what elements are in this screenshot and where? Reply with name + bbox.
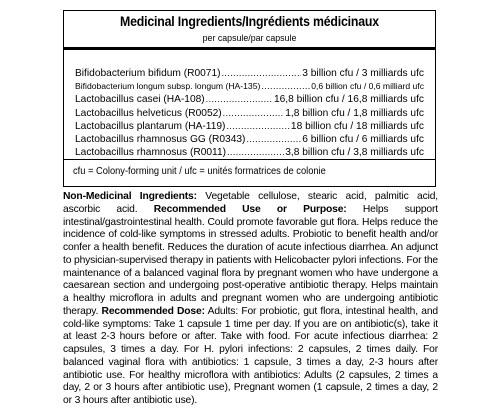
dot-leader (222, 67, 302, 80)
cfu-legend: cfu = Colony-forming unit / ufc = unités formatrices de colonie (73, 166, 326, 177)
dot-leader (206, 93, 273, 106)
dot-leader (261, 80, 310, 93)
ingredient-amount: 16,8 billion cfu / 16,8 milliards ufc (273, 94, 424, 106)
panel-title: Medicinal Ingredients/Ingrédients médicinaux (120, 14, 379, 29)
ingredient-amount: 3 billion cfu / 3 milliards ufc (302, 68, 424, 79)
ingredient-row (75, 93, 424, 106)
ingredient-name: Bifidobacterium bifidum (R0071) (75, 68, 221, 79)
ingredient-amount: 3,8 billion cfu / 3,8 milliards ufc (285, 147, 424, 159)
ingredient-list (75, 67, 424, 159)
ingredient-name: Lactobacillus rhamnosus (R0011) (75, 147, 227, 159)
thick-divider (64, 47, 435, 50)
ingredient-row (75, 67, 424, 80)
ingredient-amount: 1,8 billion cfu / 1,8 milliards ufc (285, 107, 424, 119)
dot-leader (226, 120, 289, 133)
recommended-use-label: Recommended Use or Purpose: (153, 203, 347, 215)
recommended-use-text: Helps support intestinal/gastrointestinal health. Could promote favorable gut flora. Helps reduce the incidence of cold-like symptoms in stressed adults. Probiotic to benefit health and/or confer a health benefit. Reduces the duration of acute infectious diarrhea. An adjunct to physician-supervised therapy in patients with Helicobacter pylori infections. For the maintenance of a balanced vaginal flora by pregnant women who have undergone a caesarean section and undergoing post-operative antibiotic therapy. Helps maintain a healthy microflora in adults and pregnant women who are undergoing antibiotic therapy. (63, 203, 438, 317)
nonmedicinal-label: Non-Medicinal Ingredients: (63, 191, 197, 202)
recommended-dose-text: Adults: For probiotic, gut flora, intestinal health, and cold-like symptoms: Take 1 capsule 1 time per day. If you are on antibiotic(s), take it at least 2-3 hours before or after. Take with food. For acute infectious diarrhea: 2 capsules, 3 times a day. For H. pylori infections: 2 capsules, 2 times daily. For balanced vaginal flora with antibiotics: 1 capsule, 3 times a day, 2-3 hours after antibiotic use. For healthy microflora with antibiotics: Adults (2 capsules, 2 times a day, 2 or 3 hours after antibiotic use), Pregnant women (1 capsule, 2 times a day, 2 or 3 hours after antibiotic use). (63, 305, 439, 406)
ingredient-row (75, 80, 424, 93)
ingredient-name: Lactobacillus rhamnosus GG (R0343) (75, 133, 246, 145)
product-details (63, 191, 438, 408)
ingredient-row (75, 146, 424, 159)
recommended-dose-label: Recommended Dose: (101, 305, 205, 317)
ingredient-name: Lactobacillus plantarum (HA-119) (75, 120, 226, 132)
dot-leader (246, 133, 301, 146)
nonmedicinal-text: Vegetable cellulose, stearic acid, palmitic acid, ascorbic acid. (63, 191, 438, 215)
ingredient-amount: 6 billion cfu / 6 milliards ufc (302, 133, 424, 145)
panel-subtitle: per capsule/par capsule (202, 33, 297, 44)
ingredient-name: Lactobacillus helveticus (R0052) (75, 107, 222, 119)
ingredient-row (75, 120, 424, 133)
ingredient-row (75, 107, 424, 120)
ingredient-name: Bifidobacterium longum subsp. longum (HA-135) (75, 81, 261, 92)
dot-leader (227, 146, 284, 159)
ingredient-amount: 18 billion cfu / 18 milliards ufc (290, 120, 424, 132)
ingredient-row (75, 133, 424, 146)
ingredient-name: Lactobacillus casei (HA-108) (75, 94, 205, 106)
thin-divider (64, 159, 435, 160)
dot-leader (223, 107, 285, 120)
ingredient-amount: 0,6 billion cfu / 0,6 milliard ufc (311, 81, 424, 92)
medicinal-ingredients-panel (63, 10, 436, 187)
